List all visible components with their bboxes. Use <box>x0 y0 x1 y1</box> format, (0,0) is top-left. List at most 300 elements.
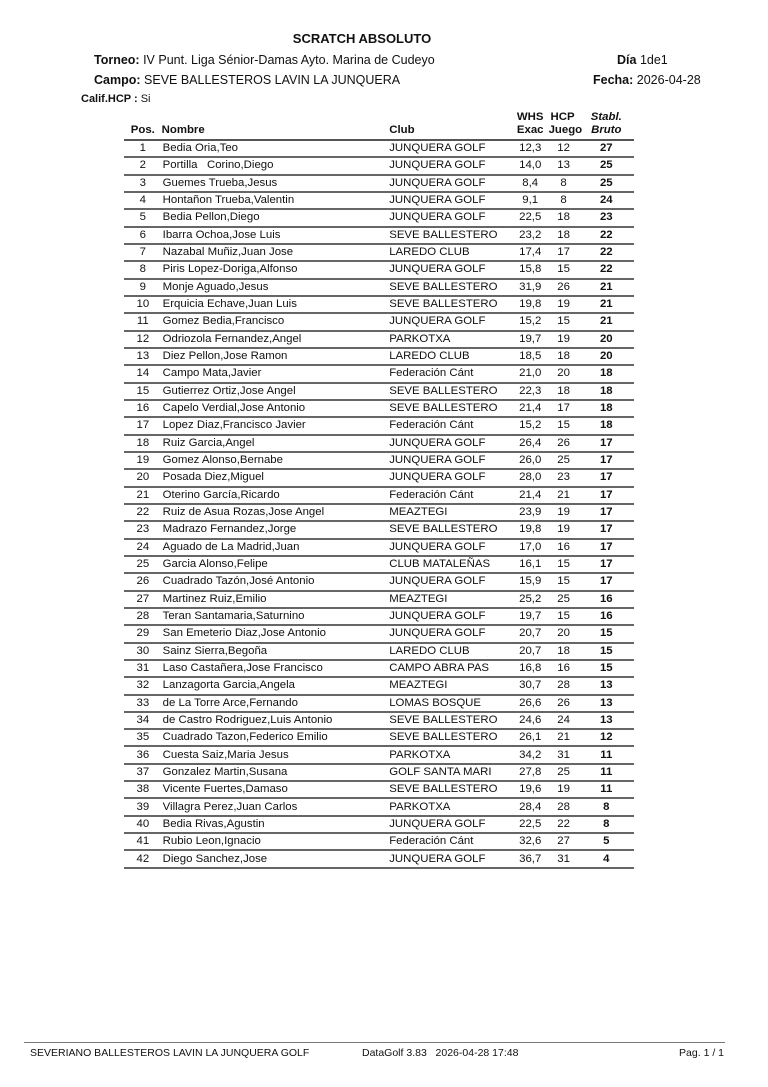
report-title-text: SCRATCH ABSOLUTO <box>292 31 432 46</box>
table-row <box>124 556 634 573</box>
cell-pos: 14 <box>124 365 162 382</box>
cell-whs: 26,1 <box>512 729 549 746</box>
cell-club: Federación Cánt <box>389 833 512 850</box>
cell-name: Aguado de La Madrid,Juan <box>162 539 390 556</box>
cell-whs: 19,6 <box>512 781 549 798</box>
cell-bruto: 17 <box>579 556 634 573</box>
cell-name: Diego Sanchez,Jose <box>162 850 390 867</box>
cell-pos: 21 <box>124 487 162 504</box>
results-table <box>124 111 634 869</box>
cell-hcp: 20 <box>549 365 579 382</box>
cell-hcp: 18 <box>549 227 579 244</box>
table-row <box>124 227 634 244</box>
cell-name: Piris Lopez-Doriga,Alfonso <box>162 261 390 278</box>
cell-whs: 19,8 <box>512 296 549 313</box>
fecha-line <box>593 73 703 87</box>
dia-line <box>617 53 668 67</box>
cell-pos: 32 <box>124 677 162 694</box>
cell-bruto: 13 <box>579 677 634 694</box>
table-row <box>124 850 634 867</box>
cell-whs: 15,8 <box>512 261 549 278</box>
cell-hcp: 15 <box>549 261 579 278</box>
cell-whs: 23,2 <box>512 227 549 244</box>
cell-hcp: 19 <box>549 504 579 521</box>
cell-club: LAREDO CLUB <box>389 643 512 660</box>
table-row <box>124 244 634 261</box>
header-pos: Pos. <box>124 111 162 140</box>
cell-whs: 28,0 <box>512 469 549 486</box>
cell-club: MEAZTEGI <box>389 677 512 694</box>
cell-hcp: 17 <box>549 244 579 261</box>
cell-club: CAMPO ABRA PAS <box>389 660 512 677</box>
cell-name: Cuadrado Tazón,José Antonio <box>162 573 390 590</box>
cell-pos: 22 <box>124 504 162 521</box>
cell-pos: 31 <box>124 660 162 677</box>
cell-hcp: 18 <box>549 348 579 365</box>
cell-name: Laso Castañera,Jose Francisco <box>162 660 390 677</box>
cell-club: CLUB MATALEÑAS <box>389 556 512 573</box>
cell-pos: 37 <box>124 764 162 781</box>
cell-whs: 19,8 <box>512 521 549 538</box>
cell-bruto: 17 <box>579 504 634 521</box>
cell-hcp: 31 <box>549 850 579 867</box>
cell-pos: 34 <box>124 712 162 729</box>
table-row <box>124 591 634 608</box>
table-row <box>124 261 634 278</box>
cell-whs: 18,5 <box>512 348 549 365</box>
cell-bruto: 18 <box>579 417 634 434</box>
cell-bruto: 17 <box>579 435 634 452</box>
table-row <box>124 764 634 781</box>
cell-name: de Castro Rodriguez,Luis Antonio <box>162 712 390 729</box>
table-row <box>124 435 634 452</box>
header-hcp <box>548 111 583 140</box>
cell-whs: 22,5 <box>512 816 549 833</box>
cell-pos: 1 <box>124 140 162 157</box>
table-row <box>124 400 634 417</box>
cell-name: Ruiz Garcia,Angel <box>162 435 390 452</box>
cell-pos: 17 <box>124 417 162 434</box>
cell-bruto: 22 <box>579 244 634 261</box>
cell-pos: 41 <box>124 833 162 850</box>
header-whs-top: WHS <box>516 111 544 123</box>
cell-pos: 7 <box>124 244 162 261</box>
table-row <box>124 209 634 226</box>
table-row <box>124 365 634 382</box>
cell-club: LAREDO CLUB <box>389 244 512 261</box>
header-stabl <box>579 111 634 140</box>
header-whs <box>512 111 549 140</box>
cell-bruto: 17 <box>579 521 634 538</box>
cell-name: San Emeterio Diaz,Jose Antonio <box>162 625 390 642</box>
table-row <box>124 625 634 642</box>
table-row <box>124 573 634 590</box>
cell-whs: 22,3 <box>512 383 549 400</box>
table-row <box>124 798 634 815</box>
header-stabl-bottom: Bruto <box>591 124 622 136</box>
cell-hcp: 28 <box>549 677 579 694</box>
cell-club: SEVE BALLESTERO <box>389 781 512 798</box>
cell-club: MEAZTEGI <box>389 591 512 608</box>
cell-pos: 38 <box>124 781 162 798</box>
cell-whs: 15,2 <box>512 417 549 434</box>
cell-bruto: 11 <box>579 746 634 763</box>
table-row <box>124 833 634 850</box>
cell-club: JUNQUERA GOLF <box>389 157 512 174</box>
cell-whs: 17,0 <box>512 539 549 556</box>
footer-divider <box>24 1042 725 1043</box>
dia-value: 1de1 <box>639 53 668 67</box>
header-hcp-top: HCP <box>550 111 575 123</box>
campo-label: Campo: <box>94 73 141 87</box>
cell-name: Odriozola Fernandez,Angel <box>162 331 390 348</box>
cell-pos: 28 <box>124 608 162 625</box>
cell-pos: 42 <box>124 850 162 867</box>
cell-hcp: 8 <box>549 192 579 209</box>
cell-club: JUNQUERA GOLF <box>389 175 512 192</box>
table-row <box>124 816 634 833</box>
cell-whs: 34,2 <box>512 746 549 763</box>
table-row <box>124 487 634 504</box>
cell-club: JUNQUERA GOLF <box>389 435 512 452</box>
cell-bruto: 13 <box>579 712 634 729</box>
footer-page: Pag. 1 / 1 <box>679 1047 724 1059</box>
cell-bruto: 17 <box>579 539 634 556</box>
cell-whs: 30,7 <box>512 677 549 694</box>
cell-club: PARKOTXA <box>389 331 512 348</box>
cell-bruto: 12 <box>579 729 634 746</box>
cell-whs: 28,4 <box>512 798 549 815</box>
cell-name: Garcia Alonso,Felipe <box>162 556 390 573</box>
cell-name: Guemes Trueba,Jesus <box>162 175 390 192</box>
cell-name: Gomez Bedia,Francisco <box>162 313 390 330</box>
cell-name: Capelo Verdial,Jose Antonio <box>162 400 390 417</box>
cell-bruto: 5 <box>579 833 634 850</box>
cell-name: Ibarra Ochoa,Jose Luis <box>162 227 390 244</box>
cell-name: Posada Diez,Miguel <box>162 469 390 486</box>
cell-club: JUNQUERA GOLF <box>389 313 512 330</box>
cell-bruto: 8 <box>579 816 634 833</box>
cell-hcp: 28 <box>549 798 579 815</box>
cell-name: Rubio Leon,Ignacio <box>162 833 390 850</box>
cell-bruto: 21 <box>579 296 634 313</box>
table-row <box>124 383 634 400</box>
cell-bruto: 18 <box>579 365 634 382</box>
cell-club: GOLF SANTA MARI <box>389 764 512 781</box>
table-row <box>124 712 634 729</box>
table-row <box>124 279 634 296</box>
cell-bruto: 17 <box>579 452 634 469</box>
cell-bruto: 15 <box>579 660 634 677</box>
cell-name: Nazabal Muñiz,Juan Jose <box>162 244 390 261</box>
table-row <box>124 521 634 538</box>
cell-bruto: 22 <box>579 227 634 244</box>
cell-club: JUNQUERA GOLF <box>389 192 512 209</box>
cell-pos: 29 <box>124 625 162 642</box>
cell-bruto: 8 <box>579 798 634 815</box>
header-stabl-top: Stabl. <box>590 111 622 123</box>
cell-pos: 15 <box>124 383 162 400</box>
cell-bruto: 27 <box>579 140 634 157</box>
table-row <box>124 469 634 486</box>
cell-hcp: 18 <box>549 383 579 400</box>
cell-pos: 20 <box>124 469 162 486</box>
cell-name: Erquicia Echave,Juan Luis <box>162 296 390 313</box>
cell-bruto: 20 <box>579 331 634 348</box>
cell-name: Gutierrez Ortiz,Jose Angel <box>162 383 390 400</box>
table-row <box>124 660 634 677</box>
cell-hcp: 24 <box>549 712 579 729</box>
dia-label: Día <box>617 53 637 67</box>
cell-bruto: 21 <box>579 313 634 330</box>
cell-hcp: 26 <box>549 435 579 452</box>
cell-whs: 32,6 <box>512 833 549 850</box>
table-row <box>124 452 634 469</box>
cell-club: LAREDO CLUB <box>389 348 512 365</box>
cell-pos: 2 <box>124 157 162 174</box>
cell-club: Federación Cánt <box>389 487 512 504</box>
cell-club: JUNQUERA GOLF <box>389 608 512 625</box>
cell-name: Bedia Pellon,Diego <box>162 209 390 226</box>
cell-hcp: 8 <box>549 175 579 192</box>
cell-whs: 19,7 <box>512 608 549 625</box>
cell-whs: 16,1 <box>512 556 549 573</box>
cell-name: Cuesta Saiz,Maria Jesus <box>162 746 390 763</box>
cell-hcp: 25 <box>549 452 579 469</box>
cell-club: JUNQUERA GOLF <box>389 816 512 833</box>
cell-name: Portilla Corino,Diego <box>162 157 390 174</box>
cell-whs: 21,4 <box>512 487 549 504</box>
cell-club: JUNQUERA GOLF <box>389 209 512 226</box>
table-row <box>124 781 634 798</box>
cell-club: Federación Cánt <box>389 417 512 434</box>
cell-pos: 8 <box>124 261 162 278</box>
cell-pos: 6 <box>124 227 162 244</box>
cell-bruto: 13 <box>579 695 634 712</box>
cell-name: Hontañon Trueba,Valentin <box>162 192 390 209</box>
cell-hcp: 18 <box>549 209 579 226</box>
cell-bruto: 25 <box>579 175 634 192</box>
cell-bruto: 18 <box>579 400 634 417</box>
header-hcp-bottom: Juego <box>548 124 583 136</box>
cell-name: Lanzagorta Garcia,Angela <box>162 677 390 694</box>
cell-pos: 5 <box>124 209 162 226</box>
cell-club: PARKOTXA <box>389 746 512 763</box>
footer-software: DataGolf 3.83 2026-04-28 17:48 <box>362 1047 519 1059</box>
cell-pos: 26 <box>124 573 162 590</box>
cell-pos: 13 <box>124 348 162 365</box>
cell-whs: 15,9 <box>512 573 549 590</box>
cell-bruto: 21 <box>579 279 634 296</box>
cell-name: Ruiz de Asua Rozas,Jose Angel <box>162 504 390 521</box>
cell-name: Cuadrado Tazon,Federico Emilio <box>162 729 390 746</box>
cell-pos: 16 <box>124 400 162 417</box>
calif-label: Calif.HCP : <box>81 93 138 105</box>
cell-club: SEVE BALLESTERO <box>389 279 512 296</box>
cell-club: SEVE BALLESTERO <box>389 521 512 538</box>
cell-club: SEVE BALLESTERO <box>389 712 512 729</box>
cell-pos: 3 <box>124 175 162 192</box>
cell-hcp: 23 <box>549 469 579 486</box>
cell-pos: 4 <box>124 192 162 209</box>
fecha-value: 2026-04-28 <box>636 73 701 87</box>
torneo-value: IV Punt. Liga Sénior-Damas Ayto. Marina de Cudeyo <box>143 53 435 67</box>
table-row <box>124 331 634 348</box>
cell-name: Villagra Perez,Juan Carlos <box>162 798 390 815</box>
cell-hcp: 18 <box>549 643 579 660</box>
table-row <box>124 729 634 746</box>
cell-hcp: 22 <box>549 816 579 833</box>
cell-bruto: 24 <box>579 192 634 209</box>
cell-whs: 9,1 <box>512 192 549 209</box>
cell-pos: 9 <box>124 279 162 296</box>
cell-club: MEAZTEGI <box>389 504 512 521</box>
cell-hcp: 21 <box>549 487 579 504</box>
cell-name: Lopez Diaz,Francisco Javier <box>162 417 390 434</box>
torneo-label: Torneo: <box>94 53 140 67</box>
cell-whs: 17,4 <box>512 244 549 261</box>
cell-name: Oterino García,Ricardo <box>162 487 390 504</box>
table-row <box>124 140 634 157</box>
cell-hcp: 15 <box>549 313 579 330</box>
table-row <box>124 539 634 556</box>
table-header-row <box>124 111 634 140</box>
cell-club: JUNQUERA GOLF <box>389 573 512 590</box>
cell-bruto: 20 <box>579 348 634 365</box>
cell-whs: 26,0 <box>512 452 549 469</box>
table-row <box>124 417 634 434</box>
cell-pos: 24 <box>124 539 162 556</box>
table-row <box>124 175 634 192</box>
calif-value: Si <box>140 93 151 105</box>
cell-pos: 11 <box>124 313 162 330</box>
cell-whs: 20,7 <box>512 643 549 660</box>
cell-name: Madrazo Fernandez,Jorge <box>162 521 390 538</box>
cell-bruto: 16 <box>579 591 634 608</box>
cell-whs: 25,2 <box>512 591 549 608</box>
cell-whs: 24,6 <box>512 712 549 729</box>
table-row <box>124 313 634 330</box>
cell-club: JUNQUERA GOLF <box>389 452 512 469</box>
cell-club: JUNQUERA GOLF <box>389 140 512 157</box>
cell-name: Bedia Oria,Teo <box>162 140 390 157</box>
cell-club: LOMAS BOSQUE <box>389 695 512 712</box>
cell-pos: 35 <box>124 729 162 746</box>
cell-club: JUNQUERA GOLF <box>389 625 512 642</box>
cell-hcp: 20 <box>549 625 579 642</box>
cell-club: SEVE BALLESTERO <box>389 729 512 746</box>
cell-whs: 22,5 <box>512 209 549 226</box>
cell-hcp: 19 <box>549 331 579 348</box>
cell-name: Gomez Alonso,Bernabe <box>162 452 390 469</box>
cell-hcp: 16 <box>549 539 579 556</box>
cell-pos: 23 <box>124 521 162 538</box>
cell-hcp: 31 <box>549 746 579 763</box>
cell-pos: 25 <box>124 556 162 573</box>
cell-name: Bedia Rivas,Agustin <box>162 816 390 833</box>
cell-bruto: 15 <box>579 643 634 660</box>
table-row <box>124 504 634 521</box>
header-club: Club <box>389 111 512 140</box>
header-whs-bottom: Exac <box>516 124 544 136</box>
cell-bruto: 11 <box>579 781 634 798</box>
table-row <box>124 296 634 313</box>
table-body <box>124 140 634 868</box>
cell-club: SEVE BALLESTERO <box>389 400 512 417</box>
cell-name: Monje Aguado,Jesus <box>162 279 390 296</box>
cell-hcp: 12 <box>549 140 579 157</box>
cell-bruto: 11 <box>579 764 634 781</box>
cell-bruto: 17 <box>579 469 634 486</box>
cell-bruto: 15 <box>579 625 634 642</box>
table-row <box>124 643 634 660</box>
cell-hcp: 15 <box>549 556 579 573</box>
cell-whs: 26,6 <box>512 695 549 712</box>
cell-pos: 27 <box>124 591 162 608</box>
cell-club: JUNQUERA GOLF <box>389 850 512 867</box>
cell-hcp: 17 <box>549 400 579 417</box>
cell-hcp: 27 <box>549 833 579 850</box>
cell-name: Campo Mata,Javier <box>162 365 390 382</box>
campo-value: SEVE BALLESTEROS LAVIN LA JUNQUERA <box>144 73 401 87</box>
cell-whs: 8,4 <box>512 175 549 192</box>
cell-pos: 10 <box>124 296 162 313</box>
cell-club: JUNQUERA GOLF <box>389 469 512 486</box>
cell-name: Diez Pellon,Jose Ramon <box>162 348 390 365</box>
cell-whs: 14,0 <box>512 157 549 174</box>
cell-hcp: 15 <box>549 608 579 625</box>
cell-hcp: 16 <box>549 660 579 677</box>
header-nombre: Nombre <box>162 111 390 140</box>
cell-whs: 27,8 <box>512 764 549 781</box>
report-title <box>0 31 768 46</box>
cell-club: SEVE BALLESTERO <box>389 383 512 400</box>
cell-whs: 12,3 <box>512 140 549 157</box>
table-row <box>124 695 634 712</box>
cell-bruto: 4 <box>579 850 634 867</box>
cell-pos: 19 <box>124 452 162 469</box>
cell-pos: 30 <box>124 643 162 660</box>
cell-whs: 19,7 <box>512 331 549 348</box>
cell-bruto: 25 <box>579 157 634 174</box>
cell-whs: 20,7 <box>512 625 549 642</box>
cell-hcp: 26 <box>549 279 579 296</box>
cell-whs: 23,9 <box>512 504 549 521</box>
cell-whs: 21,0 <box>512 365 549 382</box>
cell-bruto: 23 <box>579 209 634 226</box>
campo-line <box>94 73 400 87</box>
cell-club: SEVE BALLESTERO <box>389 296 512 313</box>
table-row <box>124 677 634 694</box>
cell-name: de La Torre Arce,Fernando <box>162 695 390 712</box>
cell-pos: 39 <box>124 798 162 815</box>
footer-club: SEVERIANO BALLESTEROS LAVIN LA JUNQUERA GOLF <box>30 1047 310 1059</box>
cell-hcp: 15 <box>549 573 579 590</box>
cell-hcp: 15 <box>549 417 579 434</box>
cell-name: Gonzalez Martin,Susana <box>162 764 390 781</box>
cell-pos: 18 <box>124 435 162 452</box>
cell-hcp: 13 <box>549 157 579 174</box>
cell-bruto: 18 <box>579 383 634 400</box>
table-row <box>124 192 634 209</box>
cell-pos: 12 <box>124 331 162 348</box>
cell-bruto: 17 <box>579 487 634 504</box>
table-row <box>124 348 634 365</box>
table-row <box>124 157 634 174</box>
cell-name: Vicente Fuertes,Damaso <box>162 781 390 798</box>
cell-name: Teran Santamaria,Saturnino <box>162 608 390 625</box>
cell-hcp: 26 <box>549 695 579 712</box>
